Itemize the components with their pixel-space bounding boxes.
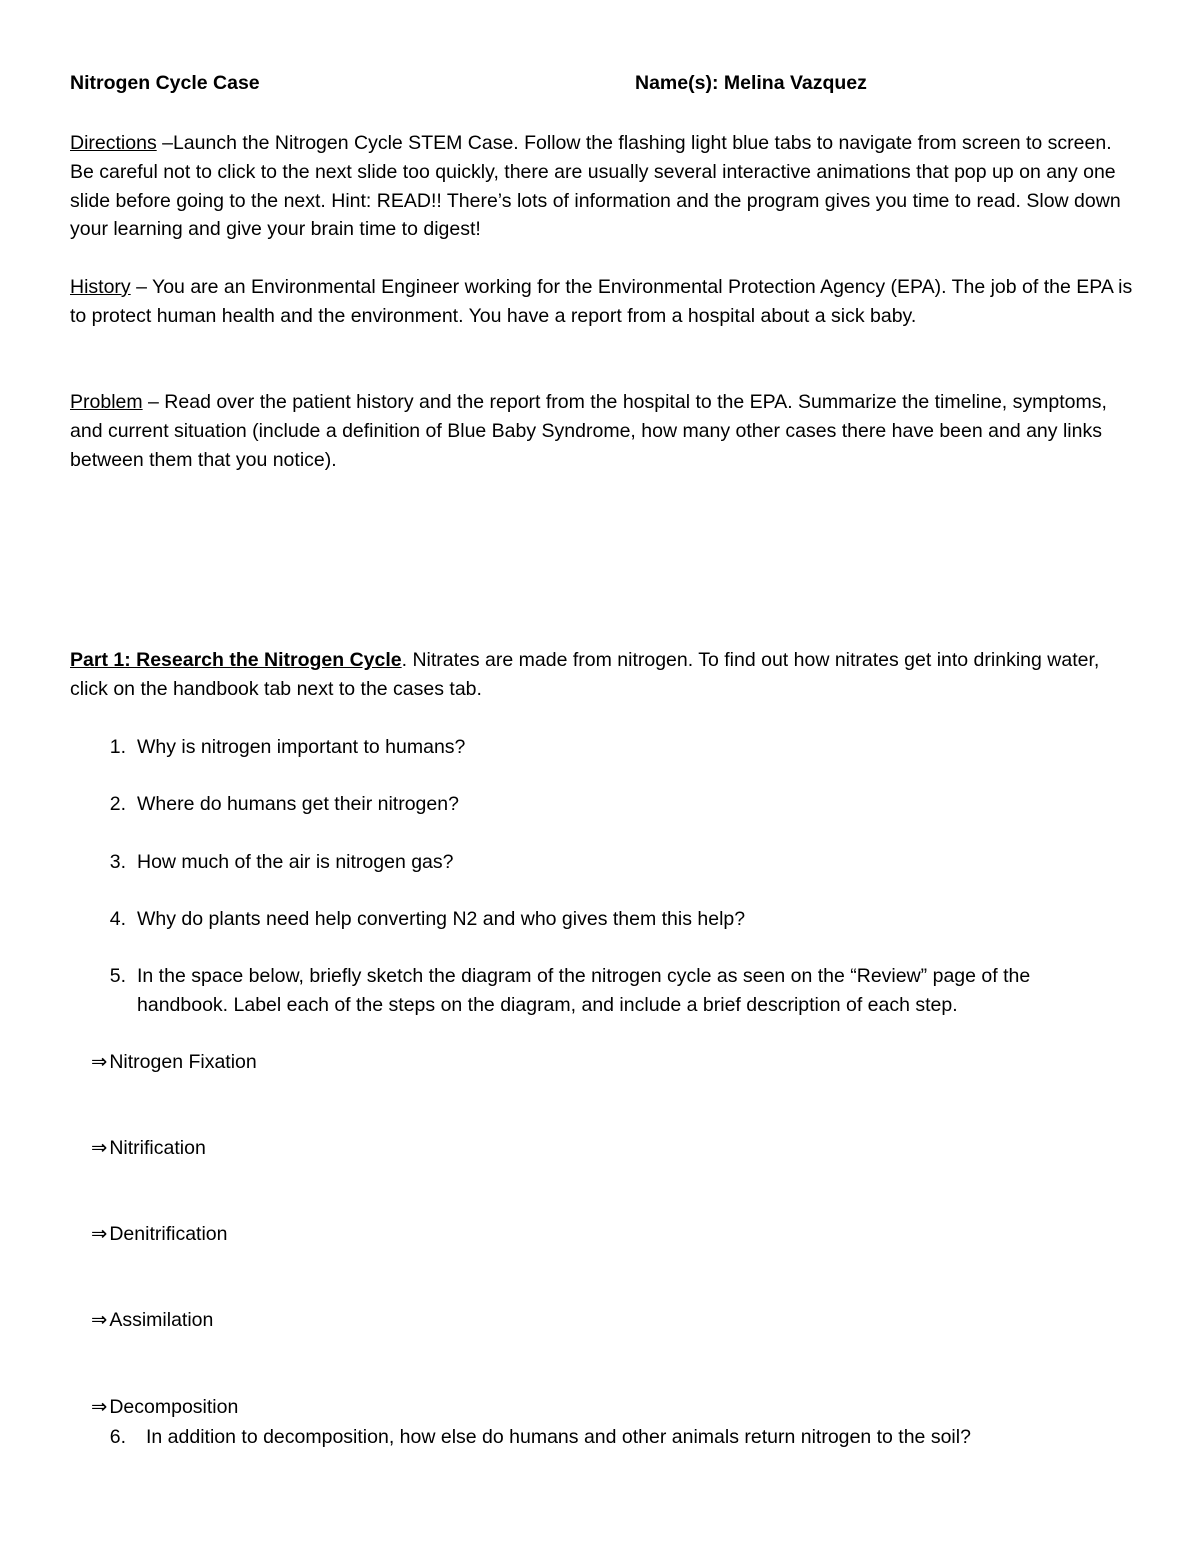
problem-text: – Read over the patient history and the report from the hospital to the EPA. Summarize the timeline, symptoms, and current situation (include a definition of Blue Baby Syndrome, how many other cases there have been and any links between them that you notice). (70, 391, 1107, 471)
arrow-right-icon: ⇒ (91, 1309, 108, 1331)
question-text: How much of the air is nitrogen gas? (137, 851, 454, 873)
question-text: In addition to decomposition, how else do humans and other animals return nitrogen to the soil? (146, 1426, 971, 1448)
part1-text: . Nitrates are made from nitrogen. To find out how nitrates get into drinking water, click on the handbook tab next to the cases tab. (70, 649, 1100, 700)
question-number: 1. (109, 736, 126, 758)
question-number: 5. (109, 965, 126, 987)
step-label: Assimilation (109, 1309, 214, 1331)
step-label: Denitrification (109, 1223, 228, 1245)
step-denitrification (91, 1220, 227, 1249)
question-number: 3. (109, 851, 126, 873)
step-nitrogen-fixation (91, 1048, 257, 1077)
arrow-right-icon: ⇒ (91, 1051, 108, 1073)
step-label: Nitrification (109, 1137, 206, 1159)
directions-label: Directions (70, 132, 157, 154)
question-number: 4. (109, 908, 126, 930)
question-text: Why do plants need help converting N2 and who gives them this help? (137, 908, 746, 930)
arrow-right-icon: ⇒ (91, 1396, 108, 1418)
problem-label: Problem (70, 391, 143, 413)
question-number: 6. (109, 1426, 126, 1448)
step-label: Nitrogen Fixation (109, 1051, 257, 1073)
question-text: Where do humans get their nitrogen? (137, 793, 459, 815)
history-paragraph (70, 273, 1135, 331)
arrow-right-icon: ⇒ (91, 1137, 108, 1159)
step-decomposition (91, 1393, 238, 1422)
history-text: – You are an Environmental Engineer working for the Environmental Protection Agency (EPA). The job of the EPA is to protect human health and the environment. You have a report from a hospital about a sick baby. (70, 276, 1133, 327)
history-label: History (70, 276, 131, 298)
worksheet-title: Nitrogen Cycle Case (70, 72, 260, 94)
question-text: Why is nitrogen important to humans? (137, 736, 466, 758)
part1-paragraph (70, 646, 1135, 704)
step-nitrification (91, 1134, 206, 1163)
directions-paragraph (70, 129, 1135, 244)
directions-text: –Launch the Nitrogen Cycle STEM Case. Follow the flashing light blue tabs to navigate from screen to screen. Be careful not to click to the next slide too quickly, there are usually several interactive animations that pop up on any one slide before going to the next. Hint: READ!! There’s lots of information and the program gives you time to read. Slow down your learning and give your brain time to digest! (70, 132, 1121, 241)
step-label: Decomposition (109, 1396, 239, 1418)
student-names: Name(s): Melina Vazquez (635, 72, 867, 94)
arrow-right-icon: ⇒ (91, 1223, 108, 1245)
step-assimilation (91, 1306, 213, 1335)
question-text: In the space below, briefly sketch the diagram of the nitrogen cycle as seen on the “Review” page of the handbook. Label each of the steps on the diagram, and include a brief description of each step. (137, 965, 1031, 1016)
worksheet-header (70, 72, 1130, 102)
part1-heading: Part 1: Research the Nitrogen Cycle (70, 649, 402, 671)
problem-paragraph (70, 388, 1135, 474)
question-number: 2. (109, 793, 126, 815)
